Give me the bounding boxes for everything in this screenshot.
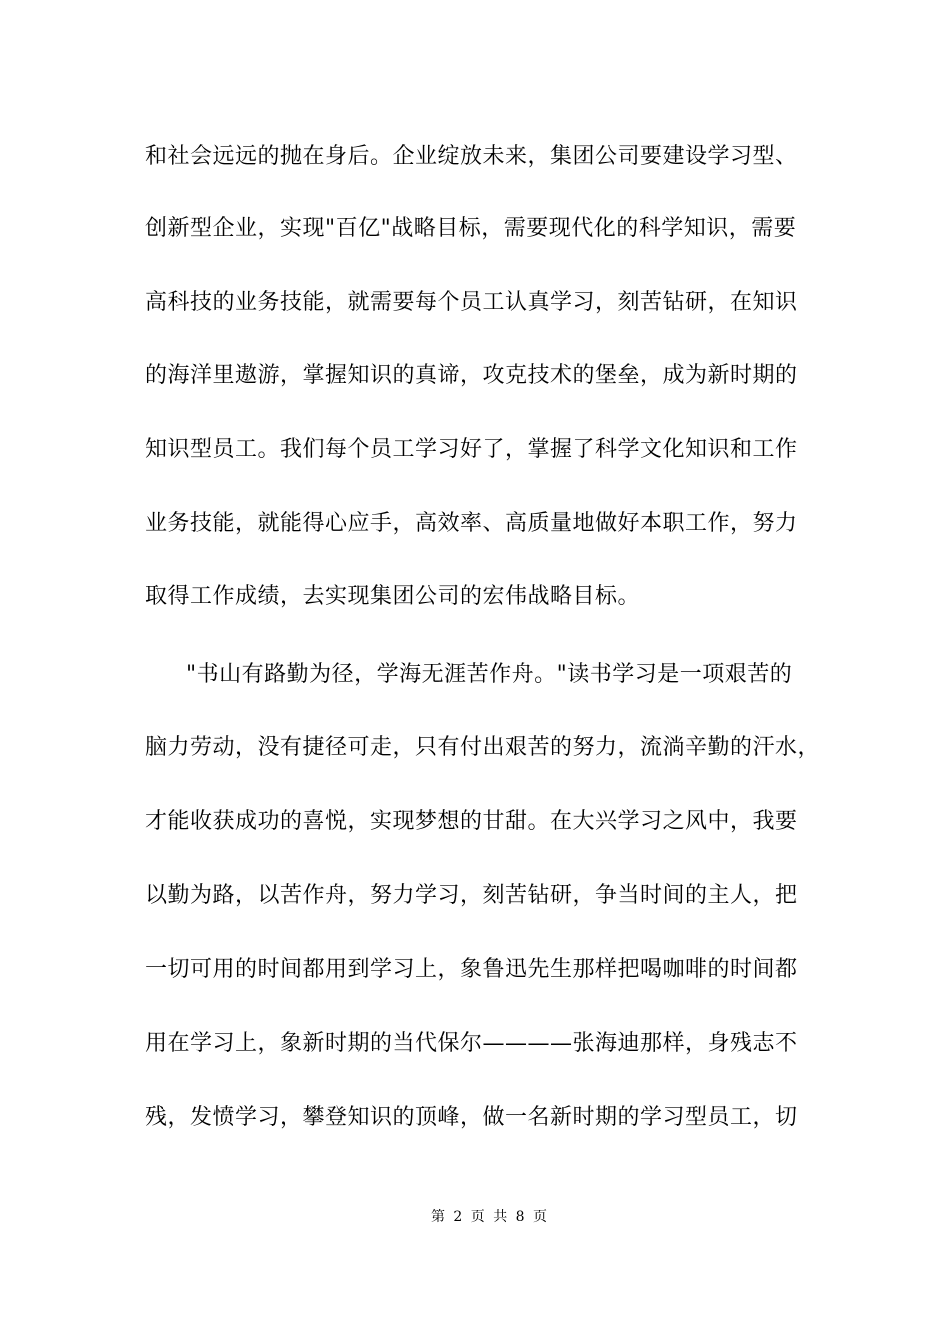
paragraph-line: 高科技的业务技能，就需要每个员工认真学习，刻苦钻研，在知识 bbox=[145, 290, 798, 315]
paragraph-line: 业务技能，就能得心应手，高效率、高质量地做好本职工作，努力 bbox=[145, 511, 798, 536]
paragraph-line: 残，发愤学习，攀登知识的顶峰，做一名新时期的学习型员工，切 bbox=[145, 1105, 798, 1130]
paragraph-line: "书山有路勤为径，学海无涯苦作舟。"读书学习是一项艰苦的 bbox=[186, 662, 793, 687]
paragraph-line: 创新型企业，实现"百亿"战略目标，需要现代化的科学知识，需要 bbox=[145, 216, 797, 241]
paragraph-line: 知识型员工。我们每个员工学习好了，掌握了科学文化知识和工作 bbox=[145, 437, 798, 462]
paragraph-line: 脑力劳动，没有捷径可走，只有付出艰苦的努力，流淌辛勤的汗水， bbox=[145, 735, 821, 760]
paragraph-line: 取得工作成绩，去实现集团公司的宏伟战略目标。 bbox=[145, 584, 641, 609]
paragraph-line: 才能收获成功的喜悦，实现梦想的甘甜。在大兴学习之风中，我要 bbox=[145, 809, 798, 834]
paragraph-line: 一切可用的时间都用到学习上，象鲁迅先生那样把喝咖啡的时间都 bbox=[145, 957, 798, 982]
paragraph-line: 以勤为路，以苦作舟，努力学习，刻苦钻研，争当时间的主人，把 bbox=[145, 883, 798, 908]
page-number-footer: 第 2 页 共 8 页 bbox=[430, 1209, 550, 1225]
paragraph-line: 用在学习上，象新时期的当代保尔————张海迪那样，身残志不 bbox=[145, 1031, 798, 1056]
paragraph-line: 和社会远远的抛在身后。企业绽放未来，集团公司要建设学习型、 bbox=[145, 144, 798, 169]
paragraph-line: 的海洋里遨游，掌握知识的真谛，攻克技术的堡垒，成为新时期的 bbox=[145, 363, 798, 388]
